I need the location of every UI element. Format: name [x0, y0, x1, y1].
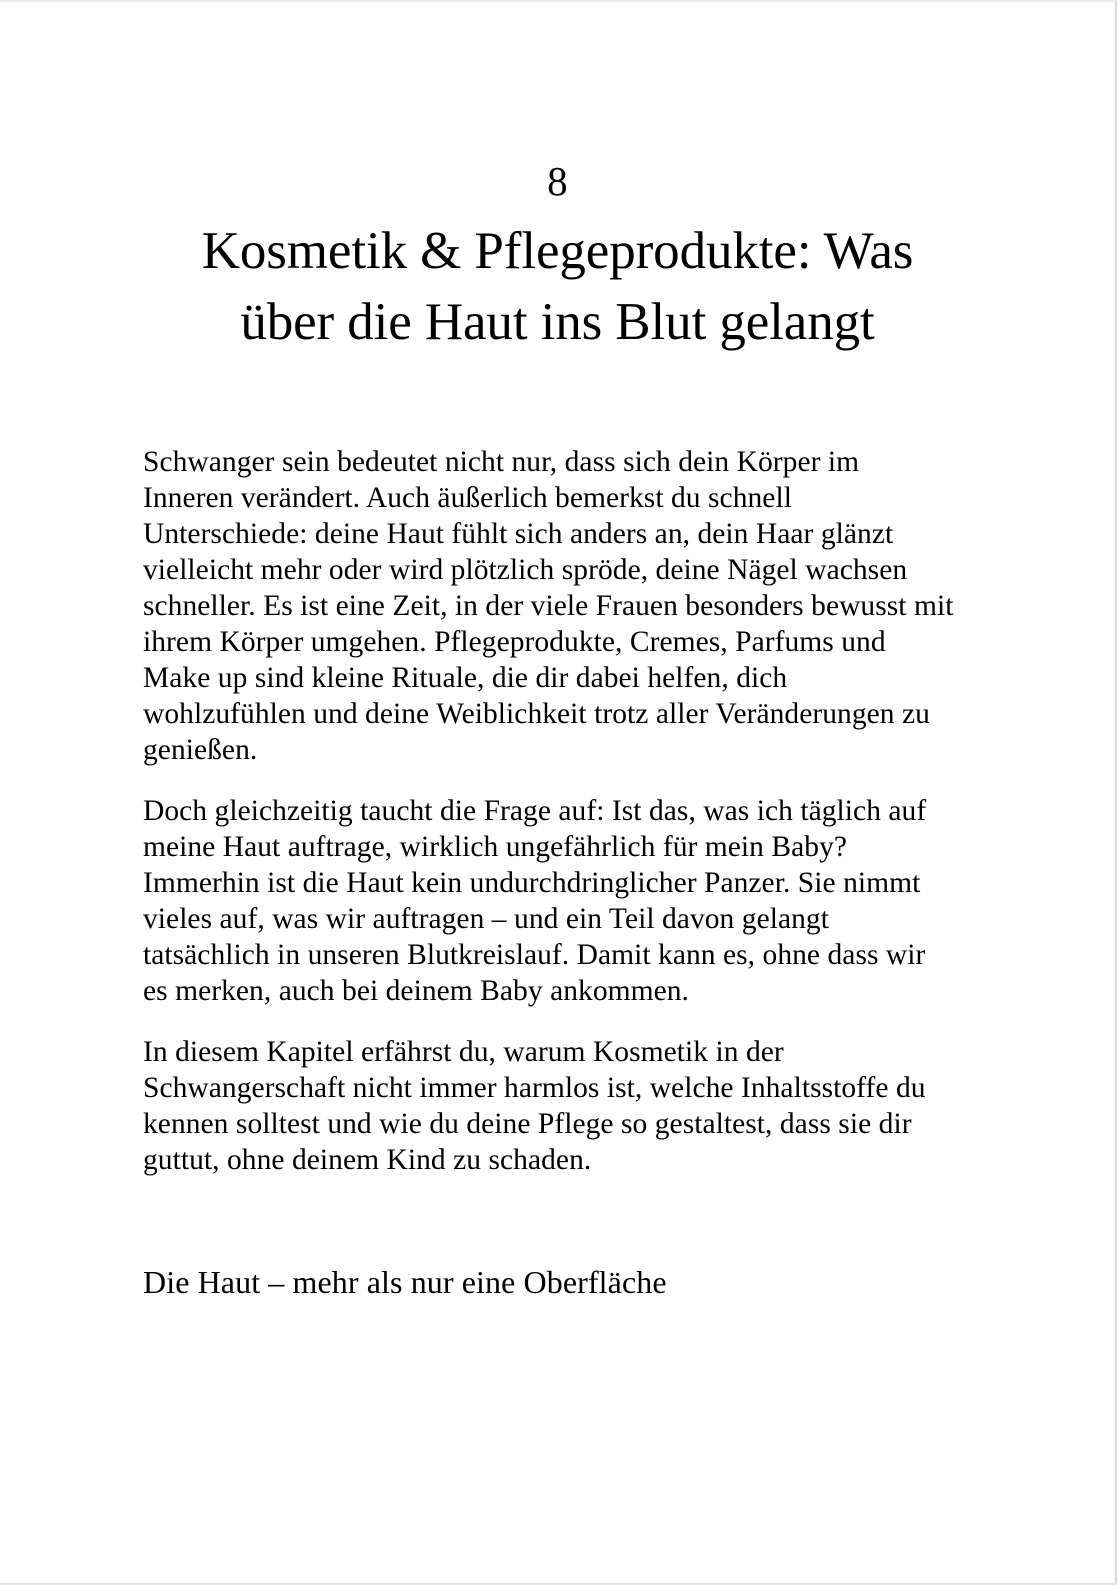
body-paragraph: Schwanger sein bedeutet nicht nur, dass sich dein Körper im Inneren verändert. Auch äußerlich bemerkst du schnell Unterschiede: deine Haut fühlt sich anders an, dein Haar glänzt vielleicht mehr oder wird plötzlich spröde, deine Nägel wachsen schneller. Es ist eine Zeit, in der viele Frauen besonders bewusst mit ihrem Körper umgehen. Pflegeprodukte, Cremes, Parfums und Make up sind kleine Rituale, die dir dabei helfen, dich wohlzufühlen und deine Weiblichkeit trotz aller Veränderungen zu genießen. — [143, 446, 954, 766]
body-paragraph: Doch gleichzeitig taucht die Frage auf: Ist das, was ich täglich auf meine Haut auftrage, wirklich ungefährlich für mein Baby? Immerhin ist die Haut kein undurchdringlicher Panzer. Sie nimmt vieles auf, was wir auftragen – und ein Teil davon gelangt tatsächlich in unseren Blutkreislauf. Damit kann es, ohne dass wir es merken, auch bei deinem Baby ankommen. — [143, 795, 927, 1007]
chapter-intro-body — [143, 358, 955, 1178]
body-paragraph: In diesem Kapitel erfährst du, warum Kosmetik in der Schwangerschaft nicht immer harmlos ist, welche Inhaltsstoffe du kennen solltest und wie du deine Pflege so gestaltest, dass sie dir guttut, ohne deinem Kind zu schaden. — [143, 1036, 926, 1176]
chapter-title-line-2: über die Haut ins Blut gelangt — [240, 293, 875, 351]
section-heading: Die Haut – mehr als nur eine Oberfläche — [143, 1264, 667, 1300]
chapter-title-line-1: Kosmetik & Pflegeprodukte: Was — [201, 222, 914, 280]
chapter-number: 8 — [547, 158, 568, 204]
chapter-title — [0, 204, 1115, 358]
